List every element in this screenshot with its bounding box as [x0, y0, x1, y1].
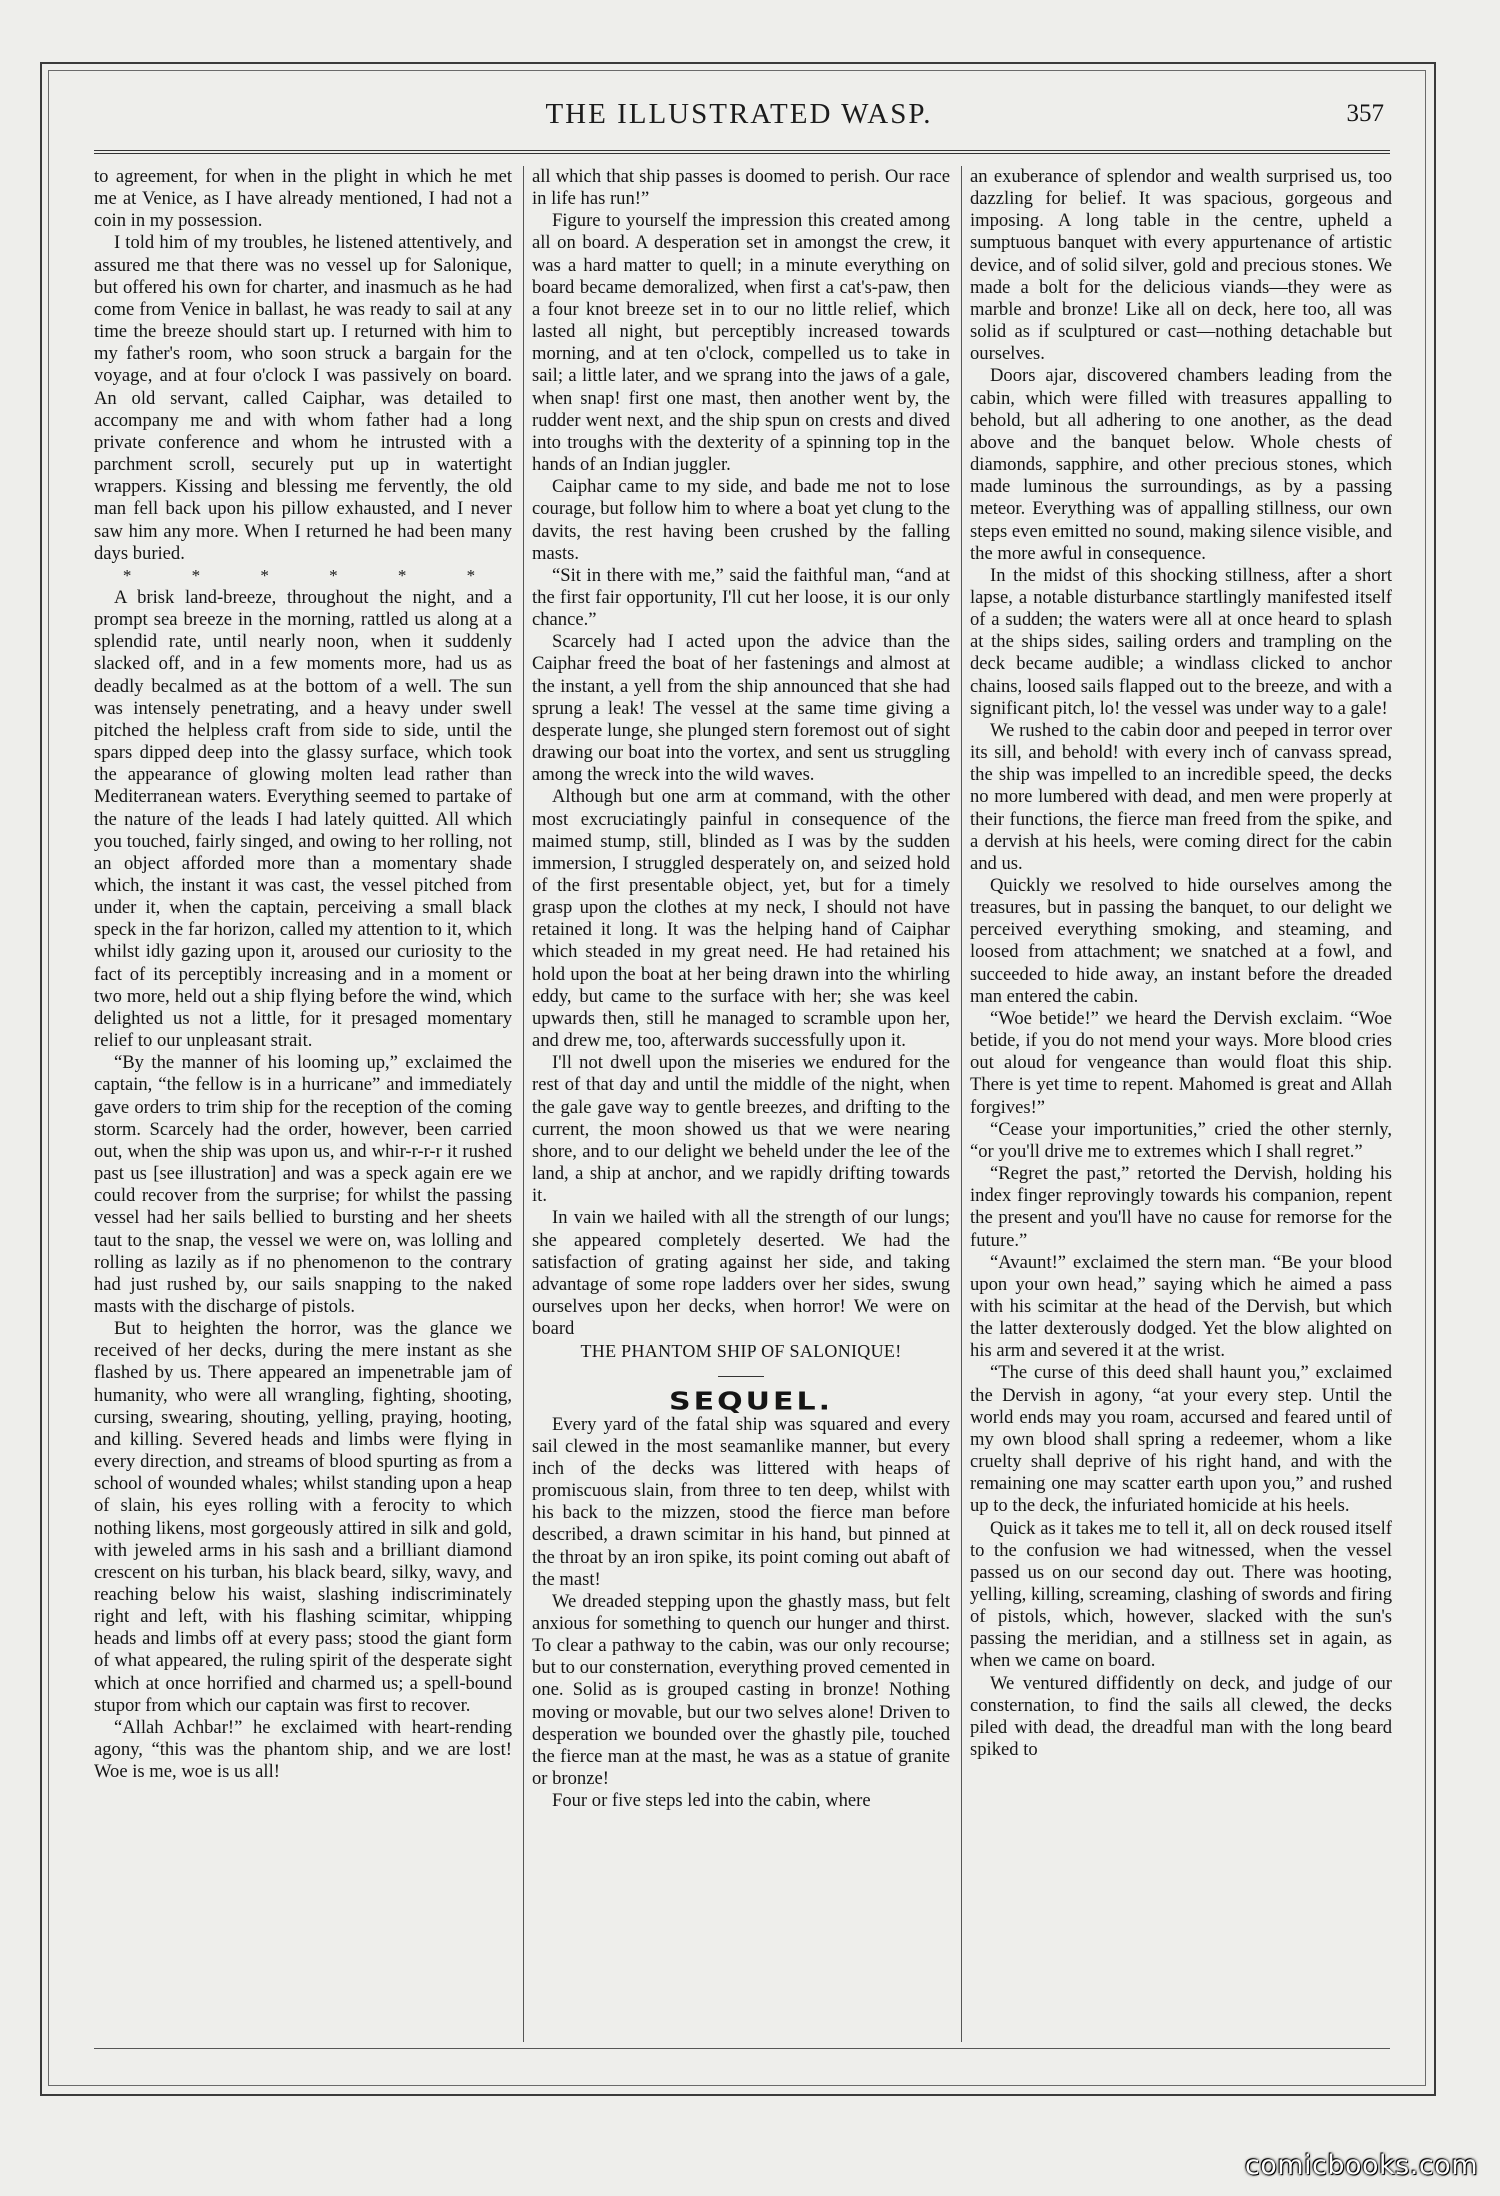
page-number: 357: [1346, 100, 1384, 127]
paragraph: an exuberance of splendor and wealth surprised us, too dazzling for belief. It was spacious, gorgeous and imposing. A long table in the centre, upheld a sumptuous banquet with every appurtenance of artistic device, and of solid silver, gold and precious stones. We made a bolt for the delicious viands—they were as marble and bronze! Like all on deck, here too, all was solid as if sculptured or cast—nothing detachable but ourselves.: [970, 166, 1392, 365]
paragraph: A brisk land-breeze, throughout the night, and a prompt sea breeze in the morning, rattled us along at a splendid rate, until nearly noon, when it suddenly slacked off, and in a few moments more, had us as deadly becalmed as at the bottom of a well. The sun was intensely penetrating, and a heavy under swell pitched the helpless craft from side to side, until the spars dipped deep into the glassy surface, which took the appearance of glowing molten lead rather than Mediterranean waters. Everything seemed to partake of the nature of the leads I had lately quitted. All which you touched, fairly singed, and owing to her rolling, not an object afforded more than a momentary shade which, the instant it was cast, the vessel pitched from under it, when the captain, perceiving a small black speck in the far horizon, called my attention to it, which whilst idly gazing upon it, aroused our curiosity to the fact of its perceptibly increasing and in a moment or two more, held out a ship flying before the wind, which delighted us not a little, for it presaged momentary relief to our unpleasant strait.: [94, 586, 512, 1052]
paragraph: Quick as it takes me to tell it, all on deck roused itself to the confusion we had witnessed, when the vessel passed us on our second day out. There was hooting, yelling, killing, screaming, clashing of swords and firing of pistols, which, however, slacked with the sun's passing the meridian, and a stillness set in again, as when we came on board.: [970, 1517, 1392, 1672]
paragraph: to agreement, for when in the plight in which he met me at Venice, as I have already mentioned, I had not a coin in my possession.: [94, 166, 512, 232]
masthead-title: THE ILLUSTRATED WASP.: [545, 98, 933, 130]
paragraph: “By the manner of his looming up,” exclaimed the captain, “the fellow is in a hurricane” and immediately gave orders to trim ship for the reception of the coming storm. Scarcely had the order, however, been carried out, when the ship was upon us, and whir-r-r-r it rushed past us [see illustration] and was a speck again ere we could recover from the surprise; for whilst the passing vessel had her sails bellied to bursting and her sheets taut to the snap, the vessel we were on, was lolling and rolling as lazily as if no phenomenon to the contrary had just rushed by, our sails snapping to the naked masts with the discharge of pistols.: [94, 1052, 512, 1317]
short-divider: [718, 1376, 764, 1377]
paragraph: all which that ship passes is doomed to perish. Our race in life has run!”: [532, 166, 950, 210]
column-1: [94, 166, 512, 2046]
paragraph: But to heighten the horror, was the glance we received of her decks, during the mere instant as she flashed by us. There appeared an impenetrable jam of humanity, who were all wrangling, fighting, shooting, cursing, swearing, shouting, yelling, praying, hooting, and killing. Severed heads and limbs were flying in every direction, and streams of blood spurting as from a school of wounded whales; whilst standing upon a heap of slain, his eyes rolling with a ferocity to which nothing likens, most gorgeously attired in silk and gold, with jeweled arms in his sash and a brilliant diamond crescent on his turban, his black beard, silky, wavy, and reaching below his waist, slashing indiscriminately right and left, with his flashing scimitar, whipping heads and limbs off at every pass; stood the giant form of what appeared, the ruling spirit of the desperate sight which at once horrified and charmed us; a spell-bound stupor from which our captain was first to recover.: [94, 1318, 512, 1716]
sequel-heading: SEQUEL.: [669, 1387, 833, 1417]
paragraph: “Woe betide!” we heard the Dervish exclaim. “Woe betide, if you do not mend your ways. More blood cries out aloud for vengeance than would float this ship. There is yet time to repent. Mahomed is great and Allah forgives!”: [970, 1007, 1392, 1118]
paragraph: “Allah Achbar!” he exclaimed with heart-rending agony, “this was the phantom ship, and we are lost! Woe is me, woe is us all!: [94, 1716, 512, 1783]
footer-rule: [94, 2048, 1390, 2049]
paragraph: “Regret the past,” retorted the Dervish, holding his index finger reprovingly towards his companion, repent the present and you'll have no cause for remorse for the future.”: [970, 1163, 1392, 1251]
paragraph: In the midst of this shocking stillness, after a short lapse, a notable disturbance startlingly manifested itself of a sudden; the waters were all at once heard to splash at the ships sides, sailing orders and trampling on the deck became audible; a windlass clicked to anchor chains, loosed sails flapped out to the breeze, and with a significant pitch, lo! the vessel was under way to a gale!: [970, 564, 1392, 719]
paragraph: “Cease your importunities,” cried the other sternly, “or you'll drive me to extremes which I shall regret.”: [970, 1118, 1392, 1162]
paragraph: In vain we hailed with all the strength of our lungs; she appeared completely deserted. We had the satisfaction of grating against her side, and taking advantage of some rope ladders over her sides, swung ourselves upon her decks, when horror! We were on board: [532, 1207, 950, 1340]
paragraph: Doors ajar, discovered chambers leading from the cabin, which were filled with treasures appalling to behold, but all adhering to one another, as the dead above and the banquet below. Whole chests of diamonds, sapphire, and other precious stones, which made luminous the surroundings, as by a passing meteor. Everything was of appalling stillness, our own steps even emitted no sound, making silence visible, and the more awful in consequence.: [970, 365, 1392, 564]
paragraph: Four or five steps led into the cabin, where: [552, 1790, 871, 1812]
paragraph: We rushed to the cabin door and peeped in terror over its sill, and behold! with every inch of canvass spread, the ship was impelled to an incredible speed, the decks no more lumbered with dead, and men were properly at their functions, the fierce man freed from the spike, and a dervish at his heels, were coming direct for the cabin and us.: [970, 719, 1392, 874]
paragraph: Every yard of the fatal ship was squared and every sail clewed in the most seamanlike manner, but every inch of the decks was littered with heaps of promiscuous slain, from three to ten deep, whilst with his back to the mizzen, stood the fierce man before described, a drawn scimitar in his hand, but pinned at the throat by an iron spike, its point coming out abaft of the mast!: [532, 1413, 950, 1590]
paragraph: Although but one arm at command, with the other most excruciatingly painful in consequence of the maimed stump, still, blinded as I was by the sudden immersion, I struggled desperately on, and seized hold of the first presentable object, yet, but for a timely grasp upon the clothes at my neck, I should not have retained it long. It was the helping hand of Caiphar which steaded in my great need. He had retained his hold upon the boat at her being drawn into the whirling eddy, but came to the surface with her; she was keel upwards then, still he managed to scramble upon her, and drew me, too, afterwards successfully upon it.: [532, 786, 950, 1052]
watermark-text: comicbooks.com: [1244, 2150, 1478, 2181]
header-rule: [94, 150, 1390, 154]
paragraph: We dreaded stepping upon the ghastly mass, but felt anxious for something to quench our hunger and thirst. To clear a pathway to the cabin, was our only recourse; but to our consternation, everything proved cemented in one. Solid as is grouped casting in bronze! Nothing moving or movable, but our two selves alone! Driven to desperation we bounded over the ghastly pile, touched the fierce man at the mast, he was as a statue of granite or bronze!: [532, 1590, 950, 1790]
paragraph: Figure to yourself the impression this created among all on board. A desperation set in amongst the crew, it was a hard matter to quell; in a minute everything on board became demoralized, when first a cat's-paw, then a four knot breeze set in to our no little relief, which lasted all night, but perceptibly increased towards morning, and at ten o'clock, compelled us to take in sail; a little later, and we sprang into the jaws of a gale, when snap! first one mast, then another went by, the rudder went next, and the ship spun on crests and dived into troughs with the dexterity of a spinning top in the hands of an Indian juggler.: [532, 210, 950, 476]
paragraph: Scarcely had I acted upon the advice than the Caiphar freed the boat of her fastenings and almost at the instant, a yell from the ship announced that she had sprung a leak! The vessel at the same time giving a desperate lunge, she plunged stern foremost out of sight drawing our boat into the vortex, and sent us struggling among the wreck into the wild waves.: [532, 631, 950, 786]
column-2: [532, 166, 950, 2046]
paragraph: Quickly we resolved to hide ourselves among the treasures, but in passing the banquet, to our delight we perceived everything smoking, and steaming, and loosed from attachment; we snatched at a fowl, and succeeded to hide away, an instant before the dreaded man entered the cabin.: [970, 875, 1392, 1007]
paragraph: Caiphar came to my side, and bade me not to lose courage, but follow him to where a boat yet clung to the davits, the rest having been crushed by the falling masts.: [532, 476, 950, 564]
chapter-closing-line: THE PHANTOM SHIP OF SALONIQUE!: [580, 1341, 902, 1362]
article-columns: [94, 166, 1392, 2046]
section-break-stars: * * * * * *: [122, 565, 504, 585]
paragraph: “Avaunt!” exclaimed the stern man. “Be your blood upon your own head,” saying which he aimed a pass with his scimitar at the head of the Dervish, but which the latter dexterously dodged. Yet the blow alighted on his arm and severed it at the wrist.: [970, 1251, 1392, 1362]
paragraph: We ventured diffidently on deck, and judge of our consternation, to find the sails all clewed, the decks piled with dead, the dreadful man with the long beard spiked to: [970, 1672, 1392, 1761]
paragraph: I told him of my troubles, he listened attentively, and assured me that there was no vessel up for Salonique, but offered his own for charter, and inasmuch as he had come from Venice in ballast, he was ready to sail at any time the breeze should start up. I returned with him to my father's room, who soon struck a bargain for the voyage, and at four o'clock I was passively on board. An old servant, called Caiphar, was detailed to accompany me and with whom father had a long private conference and whom he intrusted with a parchment scroll, securely put up in watertight wrappers. Kissing and blessing me fervently, the old man fell back upon his pillow exhausted, and I never saw him any more. When I returned he had been many days buried.: [94, 232, 512, 564]
column-3: [970, 166, 1392, 2046]
paragraph: I'll not dwell upon the miseries we endured for the rest of that day and until the middle of the night, when the gale gave way to gentle breezes, and drifting to the current, the moon showed us that we were nearing shore, and to our delight we beheld under the lee of the land, a ship at anchor, and we rapidly drifting towards it.: [532, 1052, 950, 1207]
page-header: [94, 98, 1384, 138]
paragraph: “Sit in there with me,” said the faithful man, “and at the first fair opportunity, I'll cut her loose, it is our only chance.”: [532, 564, 950, 631]
paragraph: “The curse of this deed shall haunt you,” exclaimed the Dervish in agony, “at your every step. Until the world ends may you roam, accursed and feared until of my own blood shall spring a redeemer, whom a like cruelty shall deprive of his right hand, and with the remaining one may scatter earth upon you,” and rushed up to the deck, the infuriated homicide at his heels.: [970, 1362, 1392, 1517]
